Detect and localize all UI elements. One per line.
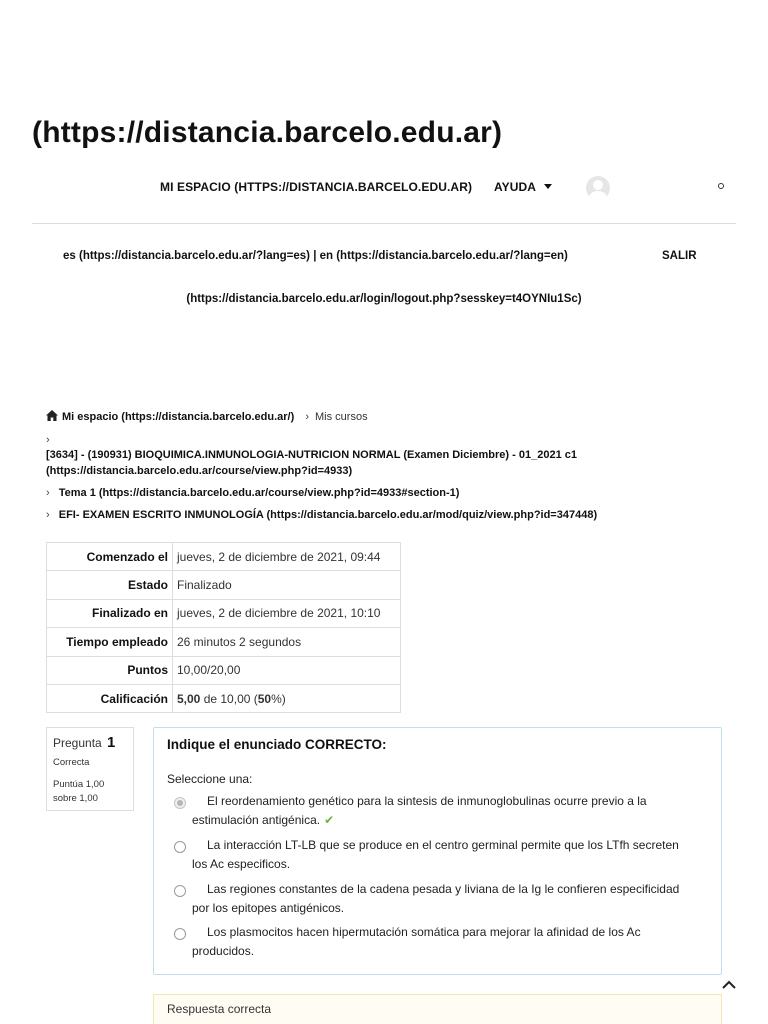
breadcrumb-course-url[interactable]: (https://distancia.barcelo.edu.ar/course/view.php?id=4933) [46, 465, 353, 477]
radio-button[interactable] [174, 885, 186, 897]
site-title[interactable]: (https://distancia.barcelo.edu.ar) [32, 116, 503, 149]
summary-row: Finalizado en jueves, 2 de diciembre de 2021, 10:10 [47, 599, 401, 627]
summary-row-grade: Calificación 5,00 de 10,00 (50%) [47, 684, 401, 712]
notification-icon[interactable] [718, 183, 724, 189]
summary-row: Comenzado el jueves, 2 de diciembre de 2021, 09:44 [47, 543, 401, 571]
caret-down-icon [544, 184, 552, 189]
summary-row: Tiempo empleado 26 minutos 2 segundos [47, 628, 401, 656]
breadcrumb-quiz[interactable]: › EFI- EXAMEN ESCRITO INMUNOLOGÍA (https://distancia.barcelo.edu.ar/mod/quiz/view.php?id=347448) [46, 509, 598, 521]
question-text: Indique el enunciado CORRECTO: [167, 737, 387, 752]
attempt-summary-table [46, 542, 401, 713]
radio-button[interactable] [174, 797, 186, 809]
breadcrumb-home[interactable]: Mi espacio (https://distancia.barcelo.edu.ar/) › Mis cursos [46, 410, 368, 423]
nav-help-menu[interactable] [494, 180, 552, 194]
question-grade: Puntúa 1,00 sobre 1,00 [53, 779, 105, 804]
breadcrumb-course[interactable]: [3634] - (190931) BIOQUIMICA.INMUNOLOGIA-NUTRICION NORMAL (Examen Diciembre) - 01_2021 c1 [46, 449, 577, 461]
logout-link[interactable]: SALIR [662, 250, 697, 262]
question-info: Pregunta 1 Correcta Puntúa 1,00 sobre 1,00 [46, 727, 134, 811]
summary-row: Puntos 10,00/20,00 [47, 656, 401, 684]
breadcrumb-my-courses[interactable]: Mis cursos [315, 411, 368, 423]
nav-help-label: AYUDA [494, 180, 537, 194]
home-icon [46, 410, 58, 421]
summary-row: Estado Finalizado [47, 571, 401, 599]
nav-my-space-link[interactable]: MI ESPACIO (HTTPS://DISTANCIA.BARCELO.EDU.AR) [160, 180, 473, 194]
checkmark-icon: ✔ [324, 812, 335, 827]
breadcrumb-separator: › [46, 434, 50, 446]
question-content: Indique el enunciado CORRECTO: Seleccione una: El reordenamiento genético para la sintesis de inmunoglobulinas ocurre previo a la estimulación antigénica. ✔ La interacción LT-LB que se produce en el centro germinal permite que los LTfh secreten los Ac especificos. Las regiones constantes de la cadena pesada y liviana de la Ig le confieren especificidad por los epitopes antigénicos. Los plasmocitos hacen hipermutación somática para mejorar la afinidad de los Ac producidos. [153, 727, 722, 975]
question-state: Correcta [53, 757, 90, 768]
radio-button[interactable] [174, 841, 186, 853]
top-navigation [0, 176, 768, 200]
language-links[interactable]: es (https://distancia.barcelo.edu.ar/?lang=es) | en (https://distancia.barcelo.edu.ar/?lang=en) [63, 250, 568, 262]
header-divider [32, 223, 736, 224]
logout-url[interactable]: (https://distancia.barcelo.edu.ar/login/logout.php?sesskey=t4OYNIu1Sc) [186, 293, 582, 305]
breadcrumb-section[interactable]: › Tema 1 (https://distancia.barcelo.edu.ar/course/view.php?id=4933#section-1) [46, 487, 460, 499]
answer-prompt: Seleccione una: [167, 772, 253, 786]
question-feedback: Respuesta correcta [153, 994, 722, 1024]
radio-button[interactable] [174, 928, 186, 940]
user-avatar[interactable] [586, 176, 610, 200]
scroll-to-top-icon[interactable] [720, 978, 738, 992]
question-number: 1 [107, 734, 116, 751]
